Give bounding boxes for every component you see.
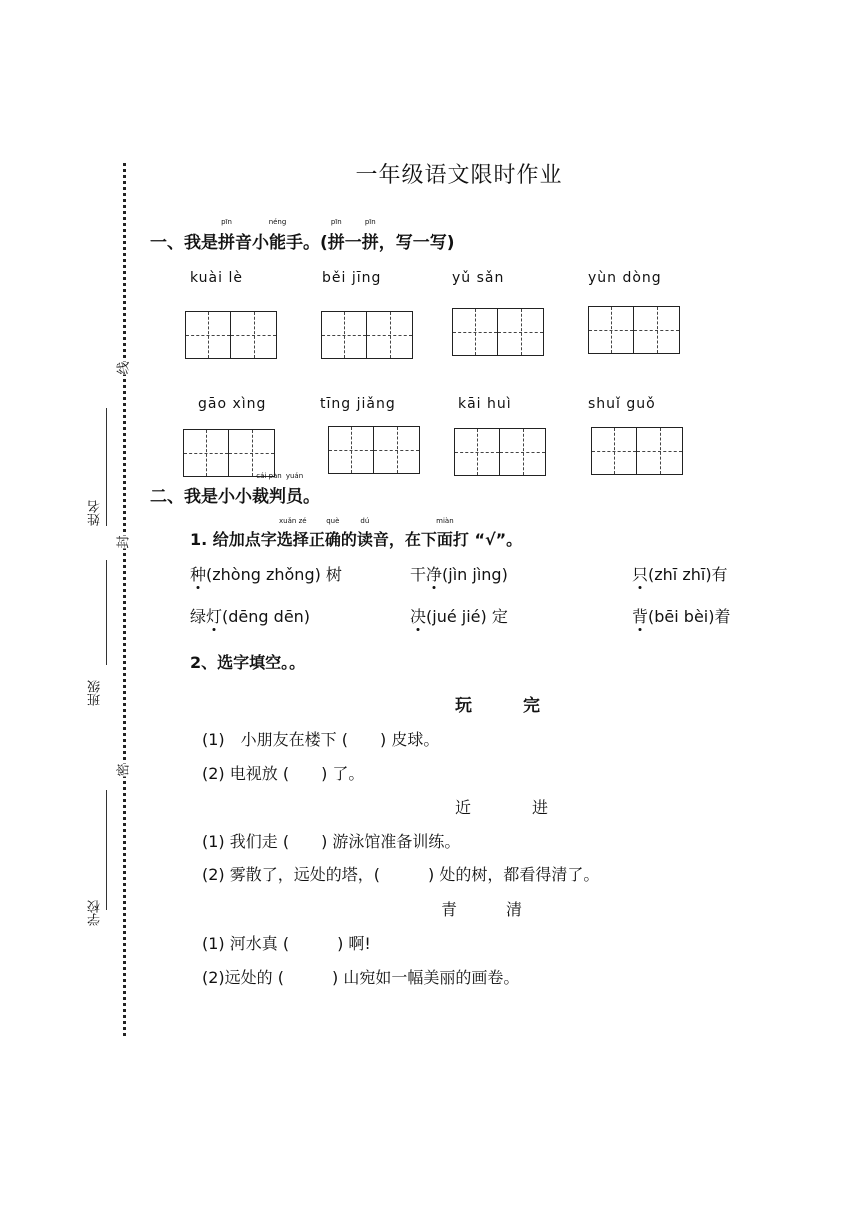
reading-choice[interactable] [410,604,508,627]
choice-prefix: 干 [410,565,427,584]
ruby-pin3-pinyin: pīn [364,218,376,226]
ruby-caipan-pinyin: cái pàn [256,472,282,480]
ruby-que [324,517,341,550]
writing-grid[interactable] [591,427,683,475]
dotted-char: 只 [632,562,648,585]
seal-dotted-line [123,163,126,1036]
fill-in-sentence[interactable]: (2)远处的 ( ) 山宛如一幅美丽的画卷。 [202,968,520,987]
q2-heading: 2、选字填空。。 [190,653,306,672]
q1-text: 的 [340,530,357,549]
class-blank-line[interactable] [106,560,107,665]
ruby-xuanze-pinyin: xuǎn zé [279,517,307,525]
fill-in-sentence[interactable]: (2) 电视放 ( ) 了。 [202,764,365,783]
pinyin-label: tīng jiǎng [320,396,396,412]
ruby-neng [268,218,287,253]
fill-in-sentence[interactable]: (2) 雾散了，远处的塔，( ) 处的树，都看得清了。 [202,865,600,884]
choice-text: (dēng dēn) [222,607,311,626]
choice-prefix: 绿 [190,607,207,626]
ruby-xuanze [276,517,309,550]
ruby-caipan-char: 裁判 [252,487,286,507]
ruby-yuan-pinyin: yuán [285,472,304,480]
school-label: 学校 [88,900,103,926]
reading-choice[interactable] [190,562,342,585]
reading-choice[interactable] [632,604,730,627]
writing-grid[interactable] [588,306,680,354]
q1-text: 正 [308,530,325,549]
section1-heading-text: 一、我是 [150,233,218,253]
writing-grid[interactable] [183,429,275,477]
q1-text: 打 “√”。 [452,530,523,549]
section1-heading-text: 一 [344,233,362,253]
name-label: 姓名 [88,500,103,526]
reading-choice[interactable] [410,562,508,585]
name-blank-line[interactable] [106,408,107,526]
choice-text: (zhī zhī)有 [648,565,728,584]
choice-char: 进 [532,798,549,817]
ruby-pin3-char: 拼 [361,233,379,253]
fill-in-sentence[interactable]: (1) 小朋友在楼下 ( ) 皮球。 [202,730,440,749]
writing-grid[interactable] [454,428,546,476]
dotted-char: 决 [410,604,426,627]
section1-heading-text: 音小 [235,233,269,253]
ruby-que-char: 确 [324,530,341,549]
dotted-char: 净 [426,562,442,585]
writing-grid[interactable] [185,311,277,359]
pinyin-label: kuài lè [190,270,243,286]
pinyin-label: shuǐ guǒ [588,396,656,412]
ruby-xuanze-char: 选择 [276,530,309,549]
reading-choice[interactable] [190,604,310,627]
dotted-char: 种 [190,562,206,585]
q1-text: 音，在下 [372,530,437,549]
section2-heading [150,472,320,507]
q1-instruction [190,517,523,550]
choice-char: 青 [441,900,458,919]
ruby-pin2-char: 拼 [327,233,345,253]
q1-text: 1. 给加点字 [190,530,277,549]
seal-word-xian: 线 [116,361,132,375]
ruby-du-pinyin: dú [360,517,370,525]
fill-in-sentence[interactable]: (1) 我们走 ( ) 游泳馆准备训练。 [202,832,461,851]
ruby-que-pinyin: què [326,517,340,525]
page-title: 一年级语文限时作业 [355,163,563,188]
choice-text: (jìn jìng) [442,565,508,584]
seal-word-feng: 封 [116,535,132,549]
section1-heading [150,218,455,253]
ruby-mian [436,517,454,550]
fill-in-sentence[interactable]: (1) 河水真 ( ) 啊! [202,934,371,953]
ruby-pin [218,218,235,253]
seal-word-mi: 密 [116,763,132,777]
ruby-pin2 [327,218,345,253]
ruby-pin-char: 拼 [218,233,235,253]
ruby-yuan [285,472,304,507]
dotted-char: 背 [632,604,648,627]
ruby-mian-pinyin: miàn [436,517,454,525]
reading-choice[interactable] [632,562,728,585]
ruby-neng-char: 能 [269,233,286,253]
choice-text: (bēi bèi)着 [648,607,731,626]
pinyin-label: yǔ sǎn [452,270,505,286]
writing-grid[interactable] [321,311,413,359]
ruby-yuan-char: 员 [286,487,303,507]
choice-char: 完 [523,696,540,716]
pinyin-label: yùn dòng [588,270,662,286]
writing-grid[interactable] [328,426,420,474]
section2-heading-text: 。 [303,487,320,507]
choice-text: (zhòng zhǒng) 树 [206,565,342,584]
pinyin-label: běi jīng [322,270,382,286]
pinyin-label: gāo xìng [198,396,267,412]
class-label: 班级 [88,680,103,706]
ruby-du [356,517,373,550]
ruby-neng-pinyin: néng [268,218,287,226]
ruby-mian-char: 面 [436,530,453,549]
ruby-pin-pinyin: pīn [221,218,232,226]
ruby-pin3 [361,218,379,253]
pinyin-label: kāi huì [458,396,512,412]
ruby-du-char: 读 [356,530,373,549]
choice-char: 近 [455,798,472,817]
writing-grid[interactable] [452,308,544,356]
section1-heading-text: ，写一写) [378,233,455,253]
ruby-caipan [252,472,286,507]
choice-char: 清 [506,900,523,919]
section1-heading-text: 手。( [286,233,328,253]
section2-heading-text: 二、我是小小 [150,487,252,507]
school-blank-line[interactable] [106,790,107,910]
ruby-pin2-pinyin: pīn [330,218,342,226]
choice-char: 玩 [455,696,472,716]
dotted-char: 灯 [206,604,222,627]
choice-text: (jué jié) 定 [426,607,508,626]
